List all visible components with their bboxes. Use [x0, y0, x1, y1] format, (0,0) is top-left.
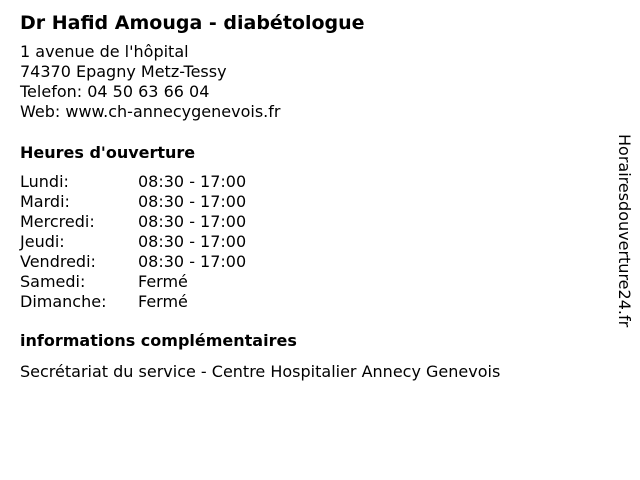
hours-row-sunday [20, 292, 590, 312]
hours-row-friday [20, 252, 590, 272]
day-label: Lundi: [20, 172, 69, 191]
day-label: Jeudi: [20, 232, 65, 251]
phone-number: Telefon: 04 50 63 66 04 [20, 82, 210, 101]
listing-card [20, 10, 590, 382]
page-title: Dr Hafid Amouga - diabétologue [20, 12, 365, 34]
hours-row-wednesday [20, 212, 590, 232]
website-link: Web: www.ch-annecygenevois.fr [20, 102, 281, 121]
hours-row-tuesday [20, 192, 590, 212]
contact-block [20, 42, 590, 122]
additional-info-heading: informations complémentaires [20, 331, 297, 350]
additional-info-text: Secrétariat du service - Centre Hospitalier Annecy Genevois [20, 362, 501, 381]
hours-row-saturday [20, 272, 590, 292]
address-line-2: 74370 Epagny Metz-Tessy [20, 62, 227, 81]
opening-hours-heading: Heures d'ouverture [20, 143, 196, 162]
hours-row-thursday [20, 232, 590, 252]
day-label: Mercredi: [20, 212, 95, 231]
day-label: Mardi: [20, 192, 70, 211]
opening-hours-table [20, 172, 590, 312]
hours-value: Fermé [138, 272, 188, 291]
hours-value: Fermé [138, 292, 188, 311]
hours-value: 08:30 - 17:00 [138, 252, 247, 271]
day-label: Samedi: [20, 272, 86, 291]
hours-value: 08:30 - 17:00 [138, 232, 247, 251]
day-label: Dimanche: [20, 292, 107, 311]
address-line-1: 1 avenue de l'hôpital [20, 42, 189, 61]
hours-value: 08:30 - 17:00 [138, 192, 247, 211]
hours-value: 08:30 - 17:00 [138, 172, 247, 191]
day-label: Vendredi: [20, 252, 96, 271]
site-watermark: Horairesdouverture24.fr [615, 134, 634, 328]
hours-row-monday [20, 172, 590, 192]
hours-value: 08:30 - 17:00 [138, 212, 247, 231]
